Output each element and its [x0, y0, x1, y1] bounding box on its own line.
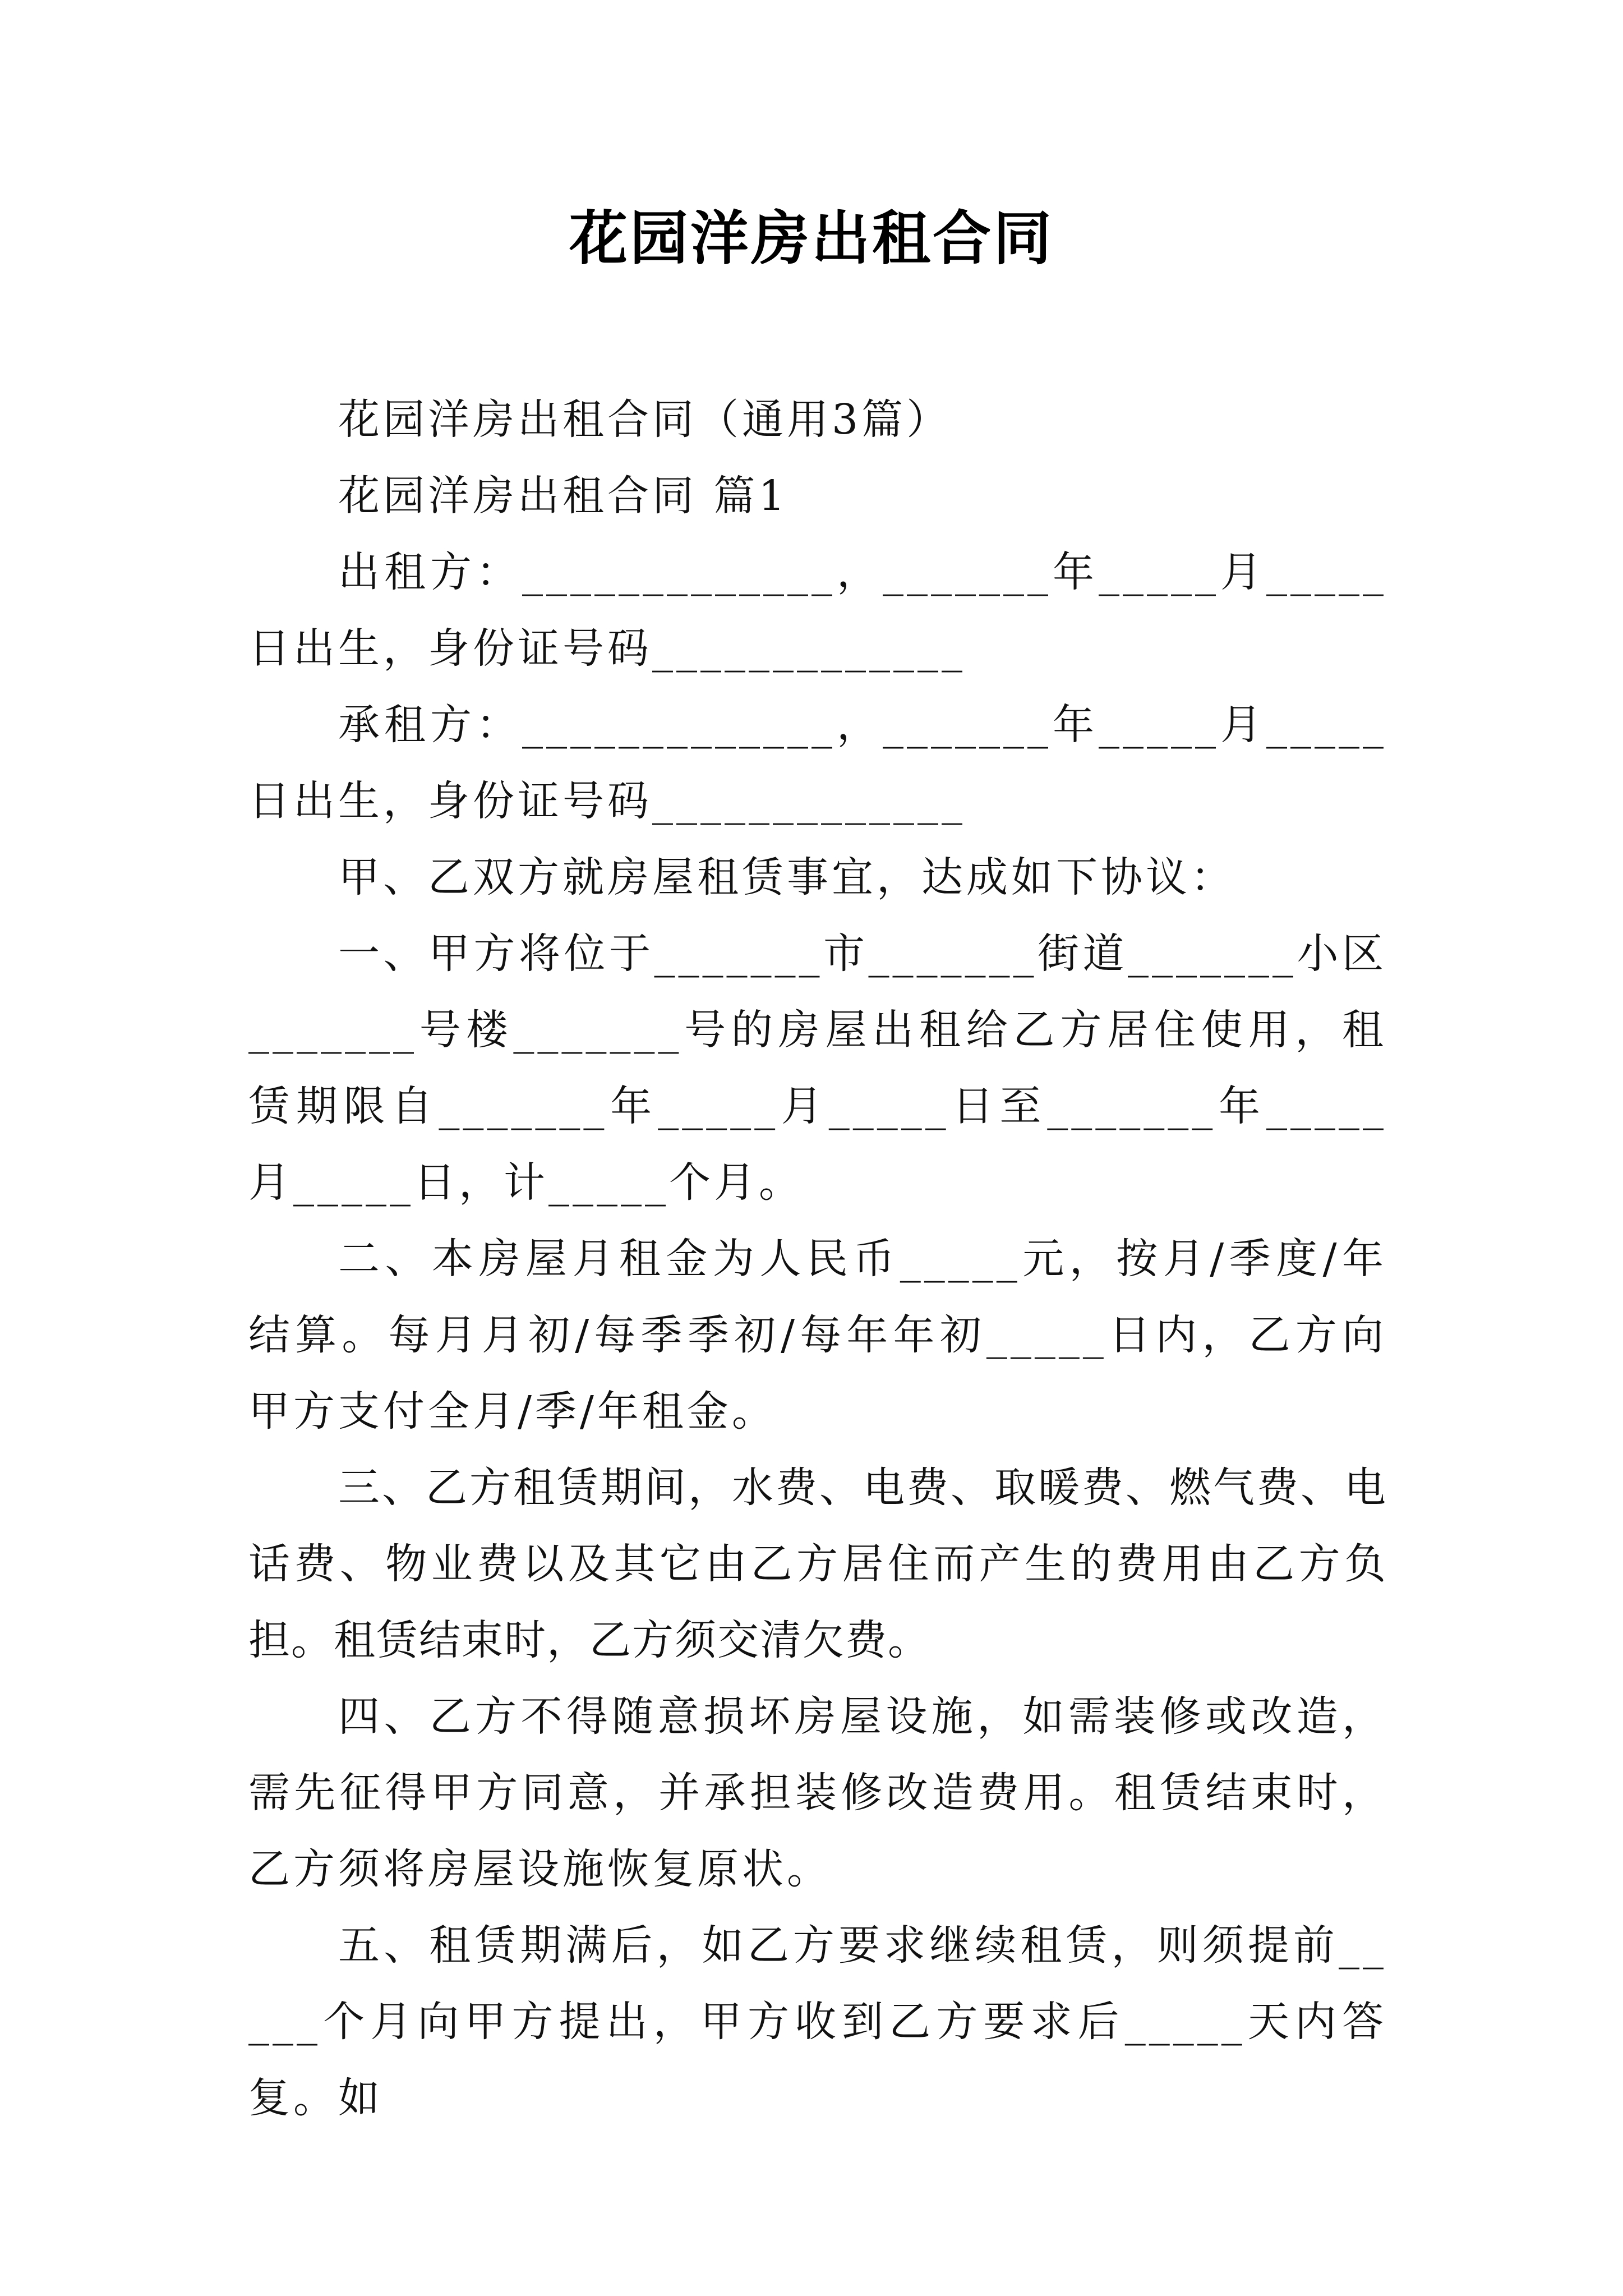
document-body — [248, 381, 1387, 2136]
lessee-line: 承租方：_____________，_______年_____月_____日出生，身份证号码_____________ — [248, 701, 1387, 825]
lessor-line: 出租方：_____________，_______年_____月_____日出生，身份证号码_____________ — [248, 548, 1387, 673]
clause-2: 二、本房屋月租金为人民币_____元，按月/季度/年结算。每月月初/每季季初/每年年初_____日内，乙方向甲方支付全月/季/年租金。 — [248, 1235, 1387, 1435]
document-title: 花园洋房出租合同 — [569, 204, 1054, 273]
document-subtitle: 花园洋房出租合同（通用3篇） — [338, 395, 952, 444]
section-heading: 花园洋房出租合同 篇1 — [338, 472, 789, 520]
agreement-intro: 甲、乙双方就房屋租赁事宜，达成如下协议： — [338, 853, 1235, 901]
clause-5: 五、租赁期满后，如乙方要求继续租赁，则须提前_____个月向甲方提出，甲方收到乙方要求后_____天内答复。如 — [248, 1921, 1387, 2122]
clause-1: 一、甲方将位于_______市_______街道_______小区_______号楼_______号的房屋出租给乙方居住使用，租赁期限自_______年_____月_____日至_______年_____月_____日，计_____个月。 — [248, 930, 1387, 1207]
clause-4: 四、乙方不得随意损坏房屋设施，如需装修或改造，需先征得甲方同意，并承担装修改造费用。租赁结束时，乙方须将房屋设施恢复原状。 — [248, 1692, 1387, 1893]
clause-3: 三、乙方租赁期间，水费、电费、取暖费、燃气费、电话费、物业费以及其它由乙方居住而产生的费用由乙方负担。租赁结束时，乙方须交清欠费。 — [248, 1464, 1387, 1664]
